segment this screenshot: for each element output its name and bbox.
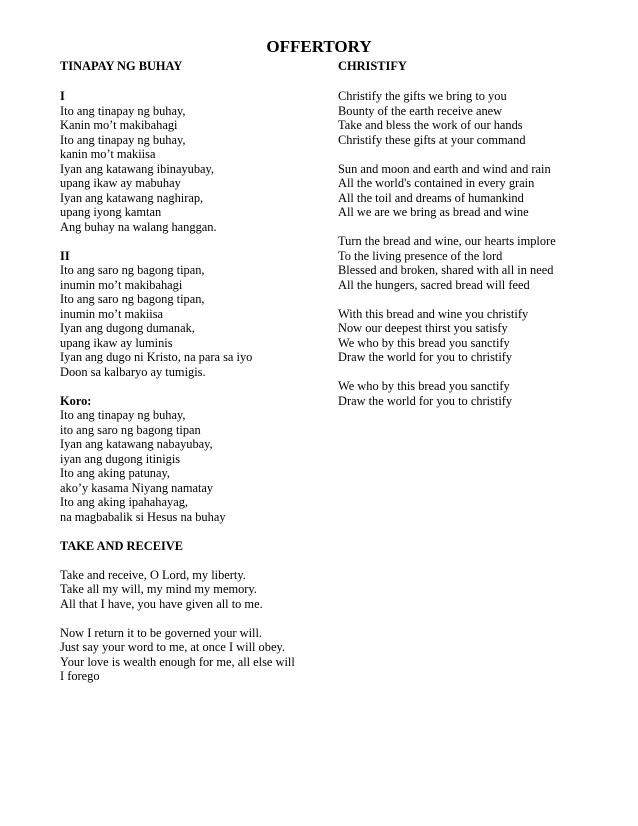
lyric-line: Draw the world for you to christify <box>338 350 513 364</box>
verse-2 <box>60 249 330 380</box>
lyric-line: Christify these gifts at your command <box>338 132 526 147</box>
lyric-line: I forego <box>60 669 100 683</box>
christify-verse-3 <box>338 234 608 292</box>
christify-verse-1 <box>338 89 608 147</box>
verse-label: I <box>60 89 65 103</box>
chorus <box>60 394 330 525</box>
lyric-line: upang ikaw ay luminis <box>60 335 173 350</box>
lyric-line: Now our deepest thirst you satisfy <box>338 321 508 335</box>
lyric-line: Draw the world for you to christify <box>338 393 513 408</box>
lyric-line: Now I return it to be governed your will. <box>60 625 262 640</box>
lyric-line: Ang buhay na walang hanggan. <box>60 219 217 234</box>
lyric-line: All the hungers, sacred bread will feed <box>338 277 530 292</box>
lyric-line: inumin mo’t makibahagi <box>60 277 183 292</box>
lyric-line: Ito ang tinapay ng buhay, <box>60 103 186 118</box>
lyric-line: Take and receive, O Lord, my liberty. <box>60 567 246 582</box>
lyric-line: Ito ang saro ng bagong tipan, <box>60 292 205 306</box>
lyric-line: upang ikaw ay mabuhay <box>60 176 181 190</box>
lyric-line: inumin mo’t makiisa <box>60 306 164 321</box>
lyric-line: Ito ang aking ipahahayag, <box>60 495 188 509</box>
lyric-line: Bounty of the earth receive anew <box>338 103 503 118</box>
lyric-line: ako’y kasama Niyang namatay <box>60 480 214 495</box>
lyric-line: We who by this bread you sanctify <box>338 335 510 350</box>
christify-verse-5 <box>338 379 608 408</box>
christify-verse-4 <box>338 307 608 365</box>
lyric-line: To the living presence of the lord <box>338 248 503 263</box>
page-title: OFFERTORY <box>266 37 372 56</box>
take-receive-verse-2 <box>60 626 330 684</box>
christify-verse-2 <box>338 162 608 220</box>
lyric-line: Turn the bread and wine, our hearts implore <box>338 234 556 248</box>
lyric-line: Iyan ang katawang naghirap, <box>60 190 204 205</box>
lyric-line: With this bread and wine you christify <box>338 306 529 321</box>
left-column <box>60 59 330 684</box>
lyric-line: Christify the gifts we bring to you <box>338 89 507 103</box>
song-title-tinapay: TINAPAY NG BUHAY <box>60 59 183 73</box>
lyric-line: We who by this bread you sanctify <box>338 379 510 393</box>
lyric-line: upang iyong kamtan <box>60 205 162 219</box>
lyric-line: Ito ang aking patunay, <box>60 466 170 480</box>
song-title-take-and-receive: TAKE AND RECEIVE <box>60 538 184 553</box>
verse-label: II <box>60 248 70 263</box>
verse-1 <box>60 89 330 234</box>
lyric-line: Doon sa kalbaryo ay tumigis. <box>60 364 206 379</box>
lyric-line: Iyan ang dugo ni Kristo, na para sa iyo <box>60 350 253 364</box>
lyric-line: Kanin mo’t makibahagi <box>60 118 178 132</box>
take-receive-verse-1 <box>60 568 330 612</box>
chorus-label: Koro: <box>60 393 92 408</box>
lyric-line: Iyan ang katawang ibinayubay, <box>60 161 215 176</box>
lyric-line: Ito ang saro ng bagong tipan, <box>60 263 205 277</box>
lyric-line: Just say your word to me, at once I will obey. <box>60 640 285 654</box>
lyric-line: All the world's contained in every grain <box>338 176 535 190</box>
lyric-line: Ito ang tinapay ng buhay, <box>60 132 186 147</box>
lyric-line: Your love is wealth enough for me, all else will <box>60 654 295 669</box>
lyric-line: iyan ang dugong itinigis <box>60 451 181 466</box>
lyric-line: Take all my will, my mind my memory. <box>60 582 257 596</box>
lyric-line: kanin mo’t makiisa <box>60 147 156 161</box>
lyric-line: Blessed and broken, shared with all in need <box>338 263 554 277</box>
lyric-line: na magbabalik si Hesus na buhay <box>60 509 226 524</box>
lyric-line: ito ang saro ng bagong tipan <box>60 422 201 437</box>
lyric-line: Iyan ang katawang nabayubay, <box>60 437 213 451</box>
lyric-line: Sun and moon and earth and wind and rain <box>338 161 551 176</box>
lyric-line: Ito ang tinapay ng buhay, <box>60 408 186 422</box>
lyric-line: All we are we bring as bread and wine <box>338 205 529 219</box>
lyric-line: Iyan ang dugong dumanak, <box>60 321 195 335</box>
right-column <box>338 59 608 408</box>
lyric-line: All that I have, you have given all to me. <box>60 596 263 611</box>
song-title-christify: CHRISTIFY <box>338 59 407 73</box>
lyric-line: All the toil and dreams of humankind <box>338 190 524 205</box>
lyric-line: Take and bless the work of our hands <box>338 118 523 132</box>
